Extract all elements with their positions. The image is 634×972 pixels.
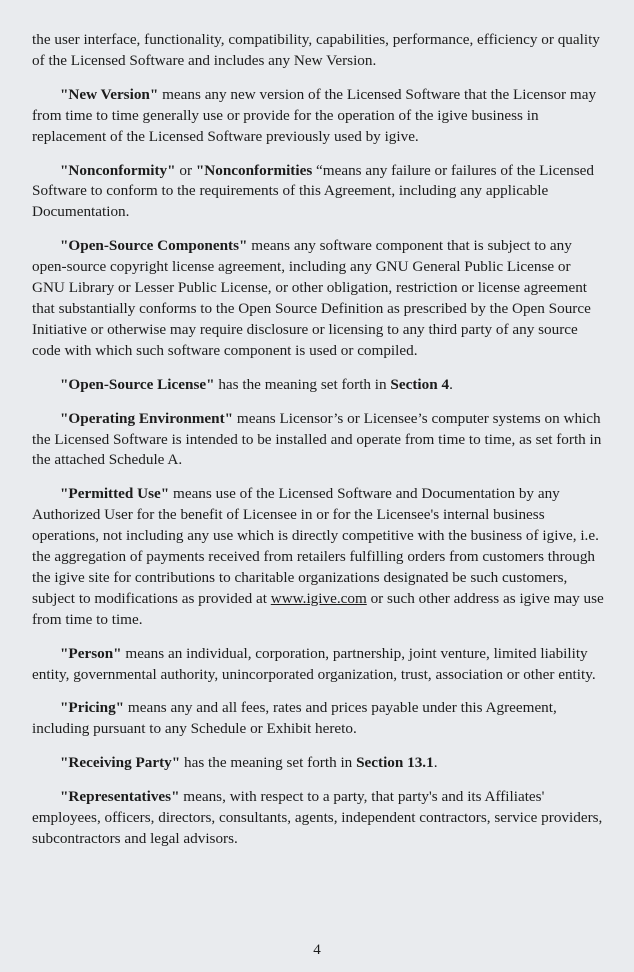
defined-term: "Permitted Use" xyxy=(60,485,170,503)
definition-nonconformity xyxy=(32,161,604,224)
defined-term: "New Version" xyxy=(60,85,159,103)
defined-term: "Person" xyxy=(60,644,122,662)
definition-open-source-components xyxy=(32,236,604,361)
definition-text: means any and all fees, rates and prices payable under this Agreement, including pursuant to any Schedule or Exhibit hereto. xyxy=(32,699,557,738)
definition-tail: or such other address as igive may use from time to time. xyxy=(32,589,604,628)
definition-person xyxy=(32,644,604,686)
definition-tail: . xyxy=(433,754,438,772)
igive-website-link[interactable]: www.igive.com xyxy=(270,589,367,607)
definition-receiving-party xyxy=(32,753,604,774)
defined-term: "Pricing" xyxy=(60,699,125,717)
definition-connector: or xyxy=(175,161,196,179)
definition-permitted-use xyxy=(32,484,604,630)
definition-text: has the meaning set forth in xyxy=(214,375,391,393)
definition-text: means, with respect to a party, that party's and its Affiliates' employees, officers, directors, consultants, agents, independent contractors, service providers, subcontractors and legal advisors. xyxy=(32,788,603,847)
defined-term: "Operating Environment" xyxy=(60,409,234,427)
definition-text: means an individual, corporation, partnership, joint venture, limited liability entity, governmental authority, unincorporated organization, trust, association or other entity. xyxy=(32,644,596,683)
defined-term: "Receiving Party" xyxy=(60,754,181,772)
definition-text: means use of the Licensed Software and Documentation by any Authorized User for the benefit of Licensee in or for the Licensee's internal business operations, not including any use which is directly competitive with the business of igive, i.e. the aggregation of payments received from retailers fulfilling orders from customers through the igive site for contributions to charitable organizations designated be such customers, subject to modifications as provided at xyxy=(32,485,599,607)
defined-term: "Open-Source License" xyxy=(60,375,215,393)
continued-paragraph: the user interface, functionality, compatibility, capabilities, performance, efficiency or quality of the Licensed Software and includes any New Version. xyxy=(32,31,600,69)
definition-text: means any software component that is subject to any open-source copyright license agreement, including any GNU General Public License or GNU Library or Lesser Public License, or other obligation, restriction or license agreement that substantially conforms to the Open Source Definition as prescribed by the Open Source Initiative or otherwise may require disclosure or licensing to any third party of any source code with which such software component is used or compiled. xyxy=(32,237,591,359)
definition-operating-environment xyxy=(32,409,604,472)
section-reference: Section 4 xyxy=(390,375,450,393)
page-number: 4 xyxy=(313,942,321,958)
definition-pricing xyxy=(32,698,604,740)
definition-representatives xyxy=(32,787,604,850)
definition-new-version xyxy=(32,85,604,148)
definition-tail: . xyxy=(449,375,453,393)
defined-term-alt: "Nonconformities xyxy=(195,161,313,179)
section-reference: Section 13.1 xyxy=(356,754,434,772)
definition-text: means Licensor’s or Licensee’s computer systems on which the Licensed Software is intended to be installed and operate from time to time, as set forth in the attached Schedule A. xyxy=(32,409,602,469)
definition-open-source-license xyxy=(32,375,604,396)
defined-term: "Open-Source Components" xyxy=(60,237,248,255)
definition-text: means any new version of the Licensed Software that the Licensor may from time to time generally use or provide for the operation of the igive business in replacement of the Licensed Software previously used by igive. xyxy=(32,85,597,145)
defined-term: "Representatives" xyxy=(60,788,180,806)
definition-text: has the meaning set forth in xyxy=(180,754,357,772)
defined-term: "Nonconformity" xyxy=(60,161,176,179)
definition-text: “means any failure or failures of the Licensed Software to conform to the requirements of this Agreement, including any applicable Documentation. xyxy=(32,161,594,221)
